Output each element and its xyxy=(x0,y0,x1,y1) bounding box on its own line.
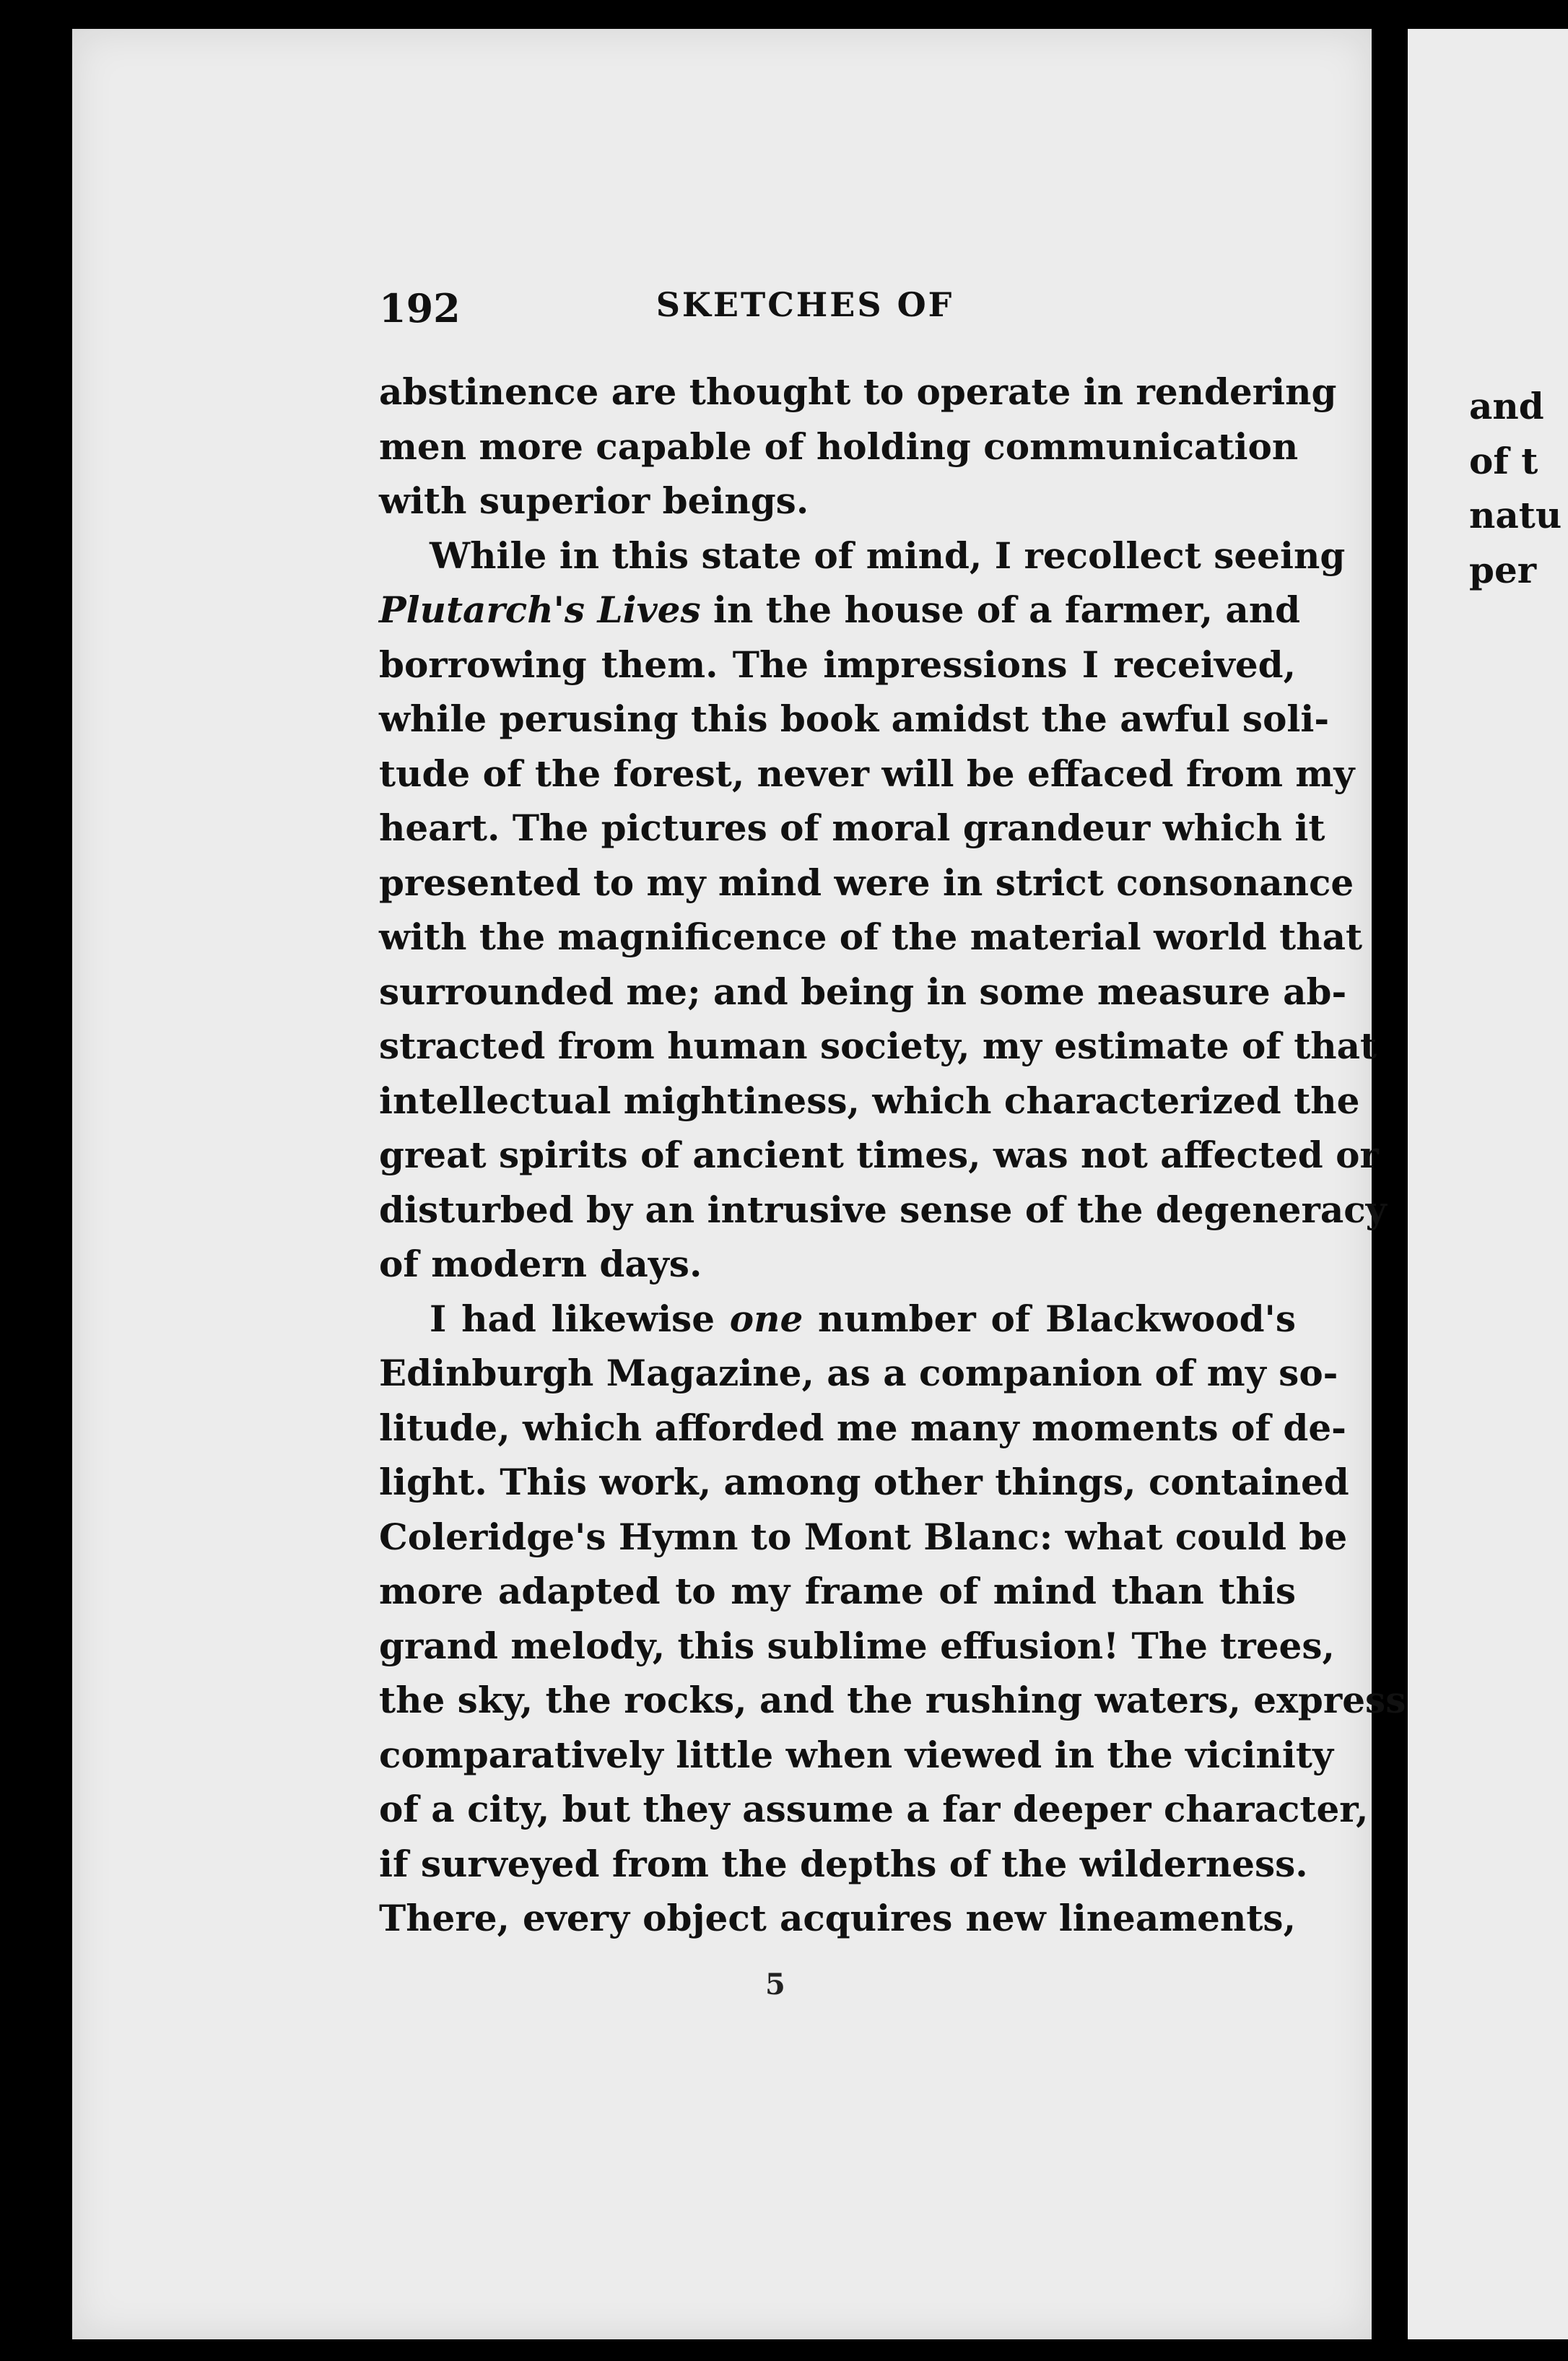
facing-page-text xyxy=(1469,379,1562,597)
page-header xyxy=(307,285,1303,350)
text-line-body: There, every object acquires new lineaments, xyxy=(379,1897,1296,1939)
page-number: 192 xyxy=(379,285,461,331)
text-line xyxy=(379,692,1330,747)
text-line xyxy=(379,1728,1334,1783)
text-line-body: grand melody, this sublime effusion! The trees, xyxy=(379,1624,1335,1667)
text-line xyxy=(379,1673,1406,1728)
text-line xyxy=(379,365,1337,419)
signature-mark: 5 xyxy=(765,1967,785,2001)
text-line-body: great spirits of ancient times, was not affected or xyxy=(379,1134,1379,1176)
text-line xyxy=(379,1782,1369,1837)
text-line-body: with the magnificence of the material world that xyxy=(379,916,1363,958)
text-line xyxy=(379,583,1301,638)
text-line xyxy=(379,1346,1338,1401)
text-line xyxy=(379,1455,1349,1510)
text-line xyxy=(379,529,1346,583)
text-line xyxy=(379,638,1296,692)
text-line-body: stracted from human society, my estimate of that xyxy=(379,1025,1377,1067)
text-line xyxy=(379,910,1363,965)
text-line xyxy=(379,801,1325,856)
text-line-body: light. This work, among other things, contained xyxy=(379,1461,1349,1503)
facing-page-line: of t xyxy=(1469,439,1538,482)
text-line xyxy=(379,1237,1296,1292)
text-line xyxy=(379,474,1296,529)
facing-page-line: natu xyxy=(1469,494,1562,536)
text-line-body: number of Blackwood's xyxy=(803,1297,1296,1340)
text-line xyxy=(379,1510,1348,1565)
text-line-lead: I had likewise xyxy=(430,1297,730,1340)
text-line-body: of modern days. xyxy=(379,1243,702,1285)
right-page xyxy=(1408,29,1568,2339)
text-line-body: abstinence are thought to operate in rendering xyxy=(379,370,1337,413)
text-line xyxy=(379,1019,1377,1074)
text-line-body: men more capable of holding communication xyxy=(379,425,1299,468)
text-line-body: in the house of a farmer, and xyxy=(700,588,1301,631)
text-line-body: borrowing them. The impressions I received, xyxy=(379,643,1296,686)
body-text xyxy=(379,365,1406,1946)
text-line xyxy=(379,965,1347,1019)
italic-text: Plutarch's Lives xyxy=(379,588,701,631)
text-line xyxy=(379,1619,1335,1674)
running-head: SKETCHES OF xyxy=(655,285,954,324)
text-line xyxy=(379,1292,1296,1347)
text-line xyxy=(379,1074,1360,1129)
text-line xyxy=(379,1128,1379,1183)
text-line xyxy=(379,1564,1296,1619)
text-line-body: comparatively little when viewed in the vicinity xyxy=(379,1733,1334,1776)
text-line-body: with superior beings. xyxy=(379,479,809,522)
italic-text: one xyxy=(729,1297,803,1340)
text-line xyxy=(379,1401,1346,1456)
text-line-body: while perusing this book amidst the awful soli- xyxy=(379,697,1330,740)
text-line xyxy=(379,1891,1296,1946)
text-line xyxy=(379,856,1354,910)
text-line-body: presented to my mind were in strict consonance xyxy=(379,861,1354,904)
text-line xyxy=(379,747,1355,801)
facing-page-line: per xyxy=(1469,548,1537,591)
facing-page-line: and xyxy=(1469,385,1544,427)
text-line xyxy=(379,419,1299,474)
text-line-body: more adapted to my frame of mind than this xyxy=(379,1570,1296,1612)
text-line-body: Coleridge's Hymn to Mont Blanc: what could be xyxy=(379,1515,1348,1558)
text-line-body: Edinburgh Magazine, as a companion of my so- xyxy=(379,1352,1338,1394)
text-line-body: surrounded me; and being in some measure ab- xyxy=(379,970,1347,1013)
text-line-body: of a city, but they assume a far deeper character, xyxy=(379,1788,1369,1830)
text-line-body: heart. The pictures of moral grandeur which it xyxy=(379,806,1325,849)
text-line-body: the sky, the rocks, and the rushing waters, express xyxy=(379,1679,1406,1721)
text-line-body: disturbed by an intrusive sense of the degeneracy xyxy=(379,1188,1387,1231)
text-line xyxy=(379,1183,1387,1238)
text-line-body: intellectual mightiness, which characterized the xyxy=(379,1079,1360,1122)
text-line-body: if surveyed from the depths of the wilderness. xyxy=(379,1842,1308,1885)
text-line xyxy=(379,1837,1308,1892)
text-line-body: litude, which afforded me many moments of de- xyxy=(379,1406,1346,1449)
text-line-body: tude of the forest, never will be effaced from my xyxy=(379,752,1355,795)
text-line-body: While in this state of mind, I recollect seeing xyxy=(430,534,1346,577)
